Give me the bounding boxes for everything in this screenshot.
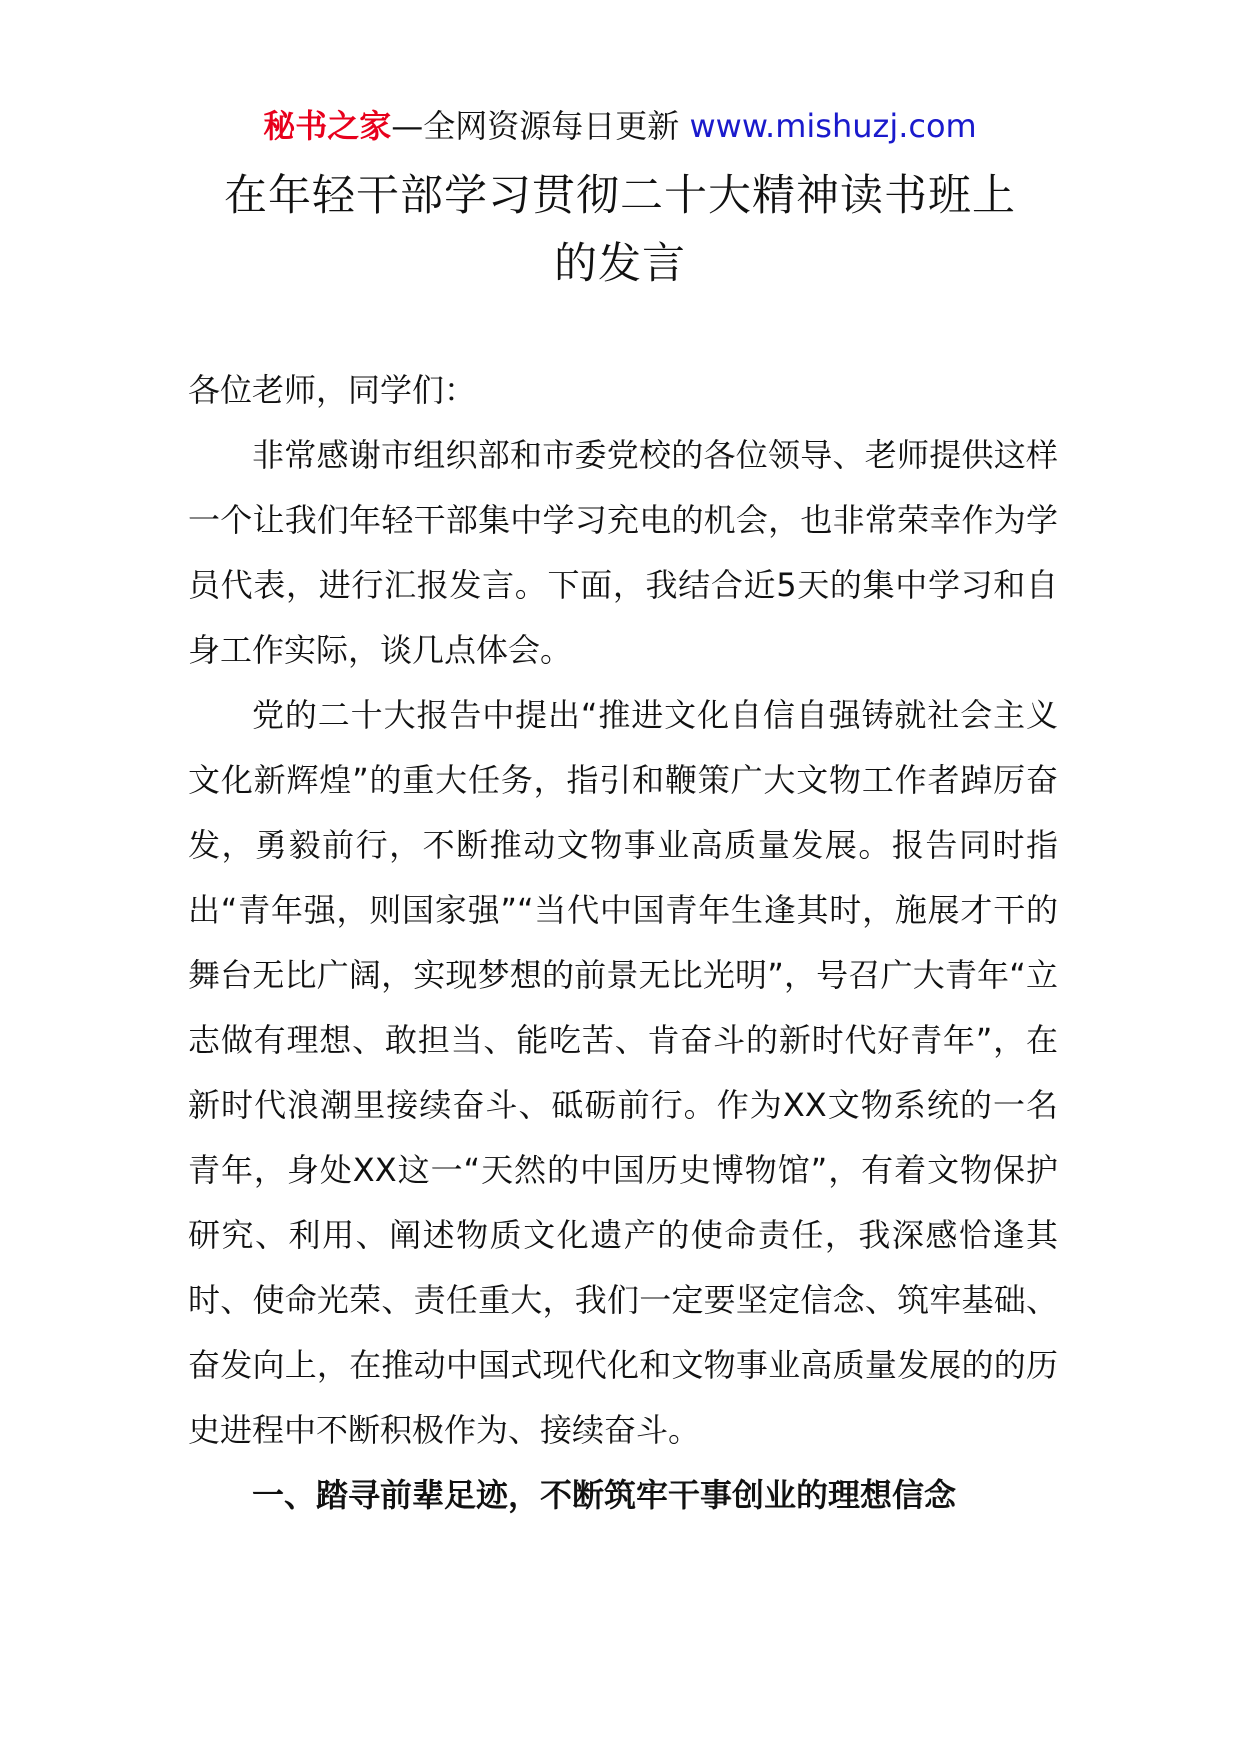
document-title-line-2: 的发言 [554,239,686,289]
brand-url-link[interactable]: www.mishuzj.com [689,107,977,145]
document-title-line-1: 在年轻干部学习贯彻二十大精神读书班上 [224,171,1016,221]
paragraph-main: 党的二十大报告中提出“推进文化自信自强铸就社会主义文化新辉煌”的重大任务，指引和鞭策广大文物工作者踔厉奋发，勇毅前行，不断推动文物事业高质量发展。报告同时指出“青年强，则国家强”“当代中国青年生逢其时，施展才干的舞台无比广阔，实现梦想的前景无比光明”，号召广大青年“立志做有理想、敢担当、能吃苦、肯奋斗的新时代好青年”，在新时代浪潮里接续奋斗、砥砺前行。作为XX文物系统的一名青年，身处XX这一“天然的中国历史博物馆”，有着文物保护研究、利用、阐述物质文化遗产的使命责任，我深感恰逢其时、使命光荣、责任重大，我们一定要坚定信念、筑牢基础、奋发向上，在推动中国式现代化和文物事业高质量发展的的历史进程中不断积极作为、接续奋斗。 [188,696,1058,1449]
section-heading: 一、踏寻前辈足迹，不断筑牢干事创业的理想信念 [252,1476,957,1514]
brand-name: 秘书之家 [263,107,392,145]
document-title [180,162,1060,298]
salutation: 各位老师，同学们： [188,371,477,409]
site-header [0,104,1240,148]
brand-tagline: —全网资源每日更新 [391,107,680,145]
document-body [188,358,1058,1528]
paragraph-intro: 非常感谢市组织部和市委党校的各位领导、老师提供这样一个让我们年轻干部集中学习充电的机会，也非常荣幸作为学员代表，进行汇报发言。下面，我结合近5天的集中学习和自身工作实际，谈几点体会。 [188,436,1058,669]
